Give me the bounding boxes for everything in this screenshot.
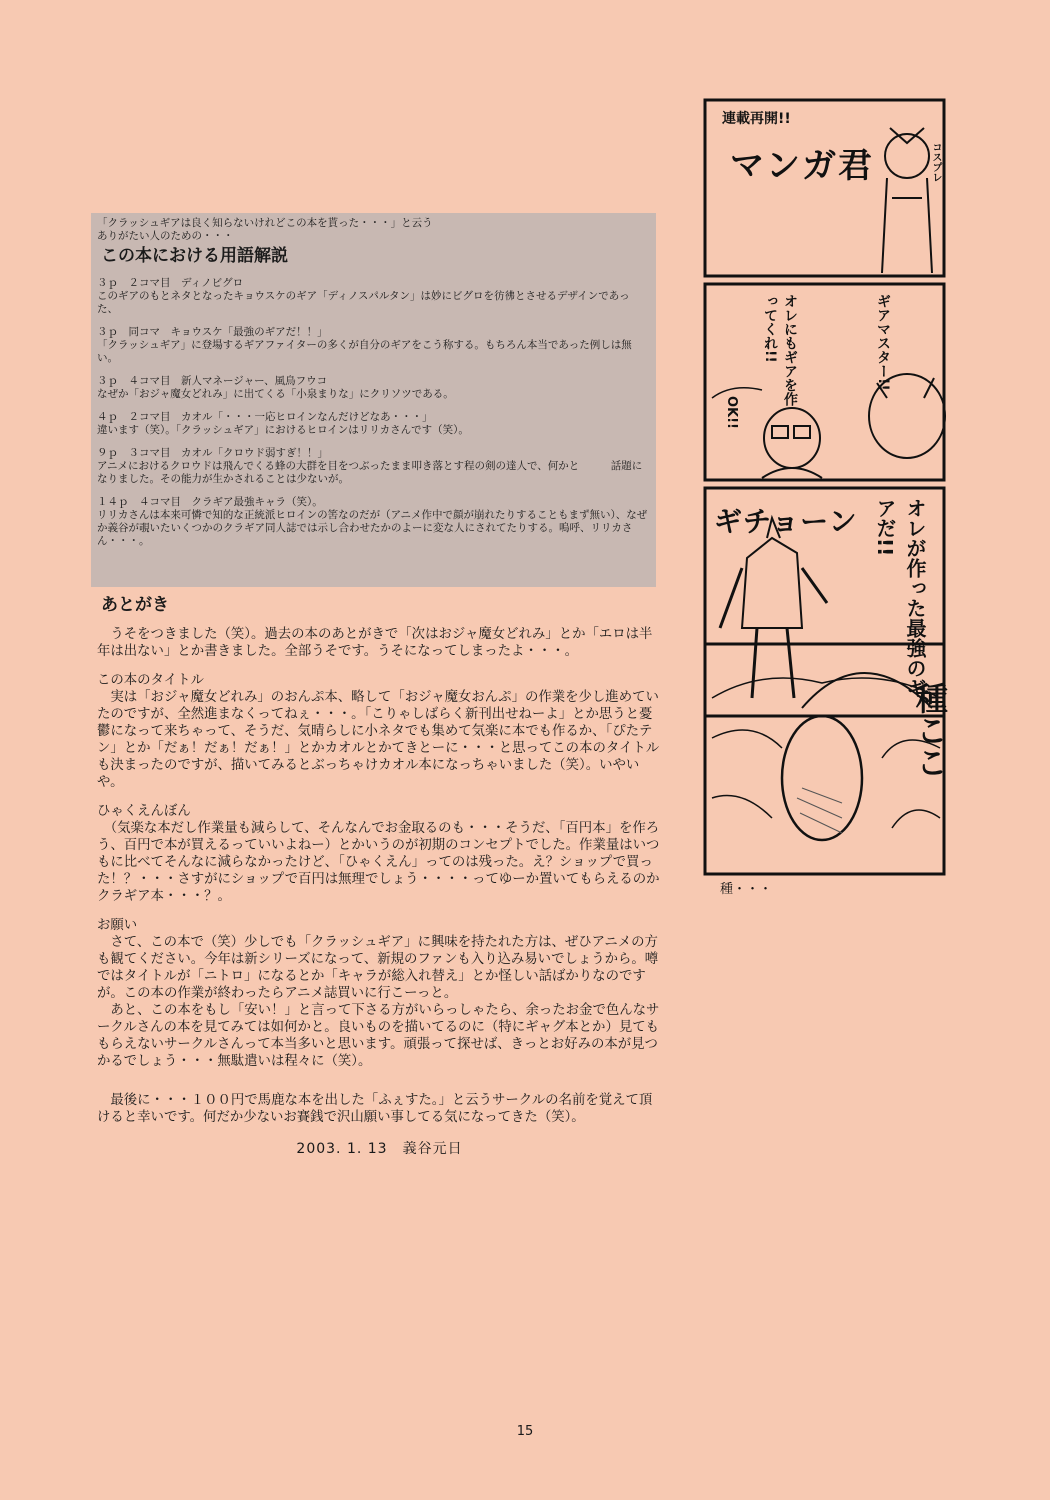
glossary-entry [97, 326, 650, 365]
afterword-section [97, 1092, 662, 1126]
glossary-entry [97, 496, 650, 548]
entry-head: ３ｐ ２コマ目 ディノビグロ [97, 277, 244, 289]
section-body: さて、この本で（笑）少しでも「クラッシュギア」に興味を持たれた方は、ぜひアニメの方も観てください。今年は新シリーズになって、新規のファンも入り込み易いでしょうから。噂ではタイトルが「ニトロ」になるとか「キャラが総入れ替え」とか怪しい話ばかりなのですが。この本の作業が終わったらアニメ誌買いに行こーっと。 [97, 935, 659, 1001]
section-subtitle: ひゃくえんぼん [97, 804, 191, 819]
section-subtitle: お願い [97, 918, 138, 933]
glossary-entry [97, 447, 650, 486]
afterword-section [97, 672, 662, 791]
afterword-intro: うそをつきました（笑）。過去の本のあとがきで「次はおジャ魔女どれみ」とか「エロは半年は出ない」とか書きました。全部うそです。うそになってしまったよ・・・。 [97, 627, 653, 659]
entry-head: ９ｐ ３コマ目 カオル「クロウド弱すぎ！！」 [97, 447, 328, 459]
entry-body: アニメにおけるクロウドは飛んでくる蜂の大群を目をつぶったまま叩き落とす程の剣の達人で、何かと 話題になりました。その能力が生かされることは少ないが。 [97, 460, 643, 485]
page-number: 15 [516, 1424, 534, 1439]
entry-body: このギアのもとネタとなったキョウスケのギア「ディノスパルタン」は妙にビグロを彷彿とさせるデザインであった、 [97, 290, 630, 315]
four-panel-comic [702, 98, 947, 898]
section-body: 実は「おジャ魔女どれみ」のおんぷ本、略して「おジャ魔女おんぷ」の作業を少し進めていたのですが、全然進まなくってねぇ・・・。「こりゃしばらく新刊出せねーよ」とか思うと憂鬱になって来ちゃって、そうだ、気晴らしに小ネタでも集めて気楽に本でも作るか、「ぴたテン」とか「だぁ！だぁ！だぁ！」とかカオルとかてきとーに・・・と思ってこの本のタイトルも決まったのですが、描いてみるとぶっちゃけカオル本になっちゃいました（笑）。いやいや。 [97, 690, 660, 790]
glossary-heading: この本における用語解説 [101, 246, 288, 266]
afterword [97, 597, 662, 1158]
rock-face [712, 678, 940, 840]
glossary-intro-line-1: 「クラッシュギアは良く知らないけれどこの本を貰った・・・」と云う [97, 217, 433, 229]
panel-4-text: 種ここ [911, 682, 949, 778]
panel-2-ok-speech: OK!! [724, 396, 739, 429]
section-body: あと、この本をもし「安い！」と言って下さる方がいらっしゃたら、余ったお金で色んなサークルさんの本を見てみては如何かと。良いものを描いてるのに（特にギャグ本とか）見てももらえないサークルさんって本当多いと思います。頑張って探せば、きっとお好みの本が見つかるでしょう・・・無駄遣いは程々に（笑）。 [97, 1003, 660, 1069]
afterword-section [97, 917, 662, 1070]
glossary-entry [97, 411, 650, 437]
cosplay-label: コスプレ [930, 142, 941, 182]
section-body: （気楽な本だし作業量も減らして、そんなんでお金取るのも・・・そうだ、「百円本」を作ろう、百円で本が買えるっていいよねー）とかいうのが初期のコンセプトでした。作業量はいつもに比べてそんなに減らなかったけど、「ひゃくえん」ってのは残った。え？ショップで買った！？・・・さすがにショップで百円は無理でしょう・・・・ってゆーか置いてもらえるのかクラギア本・・・？。 [97, 821, 660, 904]
glossary-entry [97, 277, 650, 316]
panel-2-right-speech: ギアマスター!! [875, 294, 891, 391]
afterword-section [97, 803, 662, 905]
entry-head: １４ｐ ４コマ目 クラギア最強キャラ（笑）。 [97, 496, 323, 508]
panel-3-sound-effect: ギチョーン [714, 505, 858, 538]
glossary-box [91, 213, 656, 587]
afterword-signature: 2003. 1. 13 義谷元日 [296, 1141, 463, 1157]
entry-body: リリカさんは本来可憐で知的な正統派ヒロインの筈なのだが（アニメ作中で顔が崩れたりすることもまず無い）、なぜか義谷が覗いたいくつかのクラギア同人誌では示し合わせたかのよーに変な人にされてたりする。嗚呼、リリカさん・・・。 [97, 509, 648, 547]
afterword-title: あとがき [101, 595, 169, 615]
entry-head: ３ｐ ４コマ目 新人マネージャー、風鳥フウコ [97, 375, 328, 387]
entry-body: なぜか「おジャ魔女どれみ」に出てくる「小泉まりな」にクリソツである。 [97, 388, 454, 400]
panel-3-speech: オレが作った最強のギアだ!! [873, 498, 927, 698]
panel-2-left-speech: オレにもギアを作ってくれ!! [762, 294, 798, 406]
comic-title: マンガ君 [730, 146, 874, 186]
comic-caption: 種・・・ [720, 882, 773, 897]
comic-header: 連載再開!! [722, 111, 791, 127]
panel-2-characters [712, 374, 945, 478]
section-subtitle: この本のタイトル [97, 673, 204, 688]
mascot-figure [882, 128, 932, 273]
entry-head: ４ｐ ２コマ目 カオル「・・・一応ヒロインなんだけどなあ・・・」 [97, 411, 433, 423]
glossary-entry [97, 375, 650, 401]
entry-body: 違います（笑）。「クラッシュギア」におけるヒロインはリリカさんです（笑）。 [97, 424, 469, 436]
entry-head: ３ｐ 同コマ キョウスケ「最強のギアだ！！」 [97, 326, 328, 338]
glossary-intro-line-2: ありがたい人のための・・・ [97, 230, 234, 242]
section-body: 最後に・・・１００円で馬鹿な本を出した「ふぇすた。」と云うサークルの名前を覚えて頂けると幸いです。何だか少ないお賽銭で沢山願い事してる気になってきた（笑）。 [97, 1093, 653, 1125]
entry-body: 「クラッシュギア」に登場するギアファイターの多くが自分のギアをこう称する。もちろん本当であった例しは無い。 [97, 339, 632, 364]
comic-panel-2 [705, 284, 944, 480]
